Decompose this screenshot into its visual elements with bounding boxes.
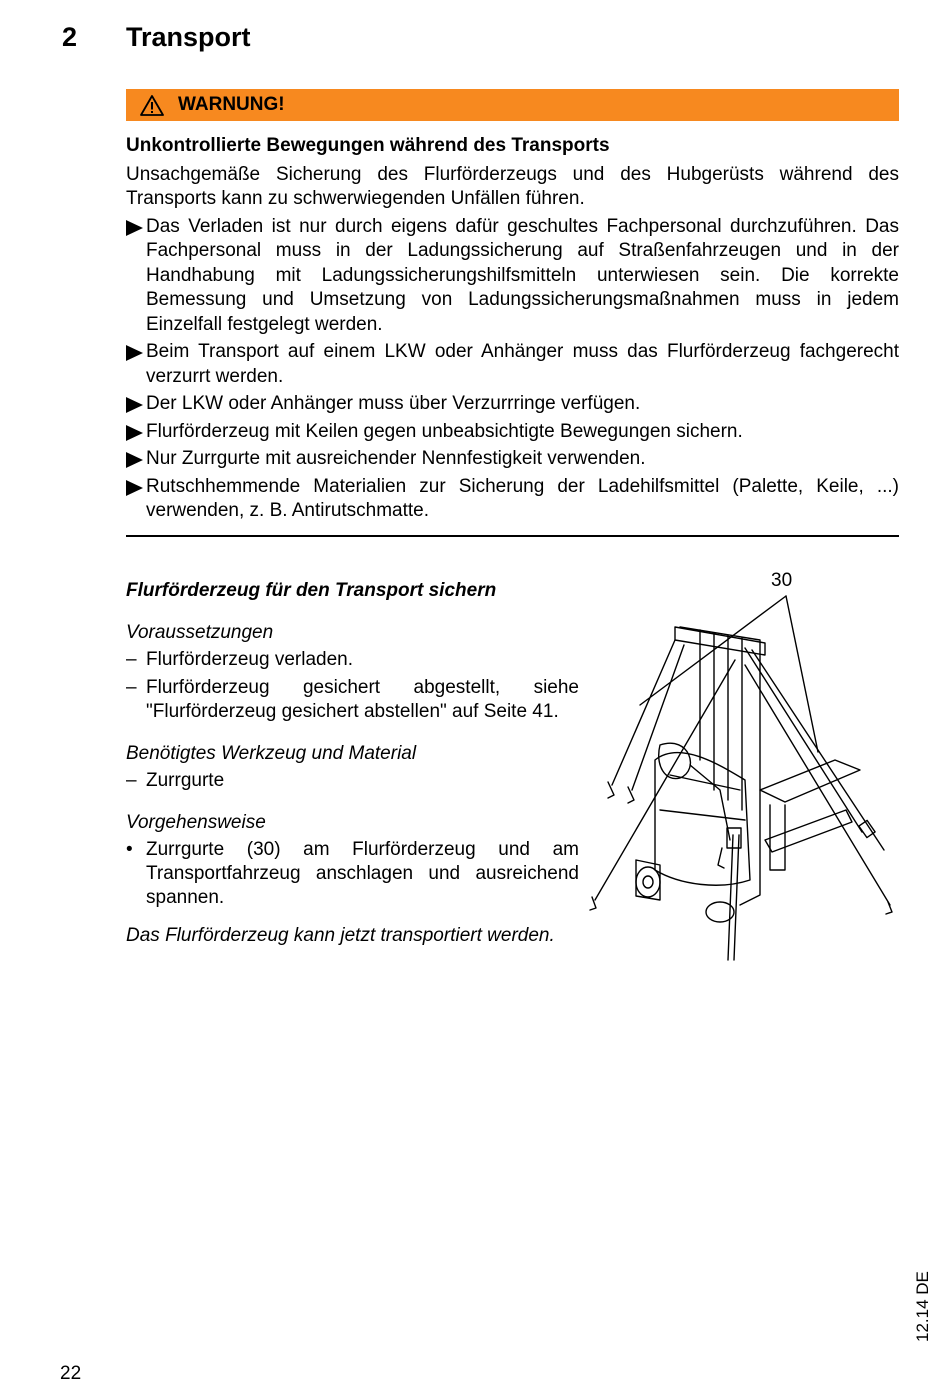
arrow-right-icon xyxy=(126,220,143,236)
arrow-right-icon xyxy=(126,425,143,441)
warning-step: Flurförderzeug mit Keilen gegen unbeabsichtigte Bewegungen sichern. xyxy=(126,420,899,445)
chapter-number: 2 xyxy=(62,22,78,52)
figure-callout: 30 xyxy=(771,570,793,591)
tool-item: – Zurrgurte xyxy=(126,770,225,791)
warning-triangle-icon xyxy=(140,95,164,116)
method-heading: Vorgehensweise xyxy=(126,812,266,833)
warning-step: Beim Transport auf einem LKW oder Anhänger muss das Flurförderzeug fachgerecht verzurrt werden. xyxy=(126,340,899,389)
warning-step: Rutschhemmende Materialien zur Sicherung der Ladehilfsmittel (Palette, Keile, ...) verwenden, z. B. Antirutschmatte. xyxy=(126,475,899,524)
pallet-stacker-lashing-illustration xyxy=(586,566,900,966)
chapter-title: Transport xyxy=(126,22,251,52)
prerequisites-heading: Voraussetzungen xyxy=(126,622,274,643)
warning-bar xyxy=(126,89,899,121)
arrow-right-icon xyxy=(126,480,143,496)
method-step: • Zurrgurte (30) am Flurförderzeug und am Transportfahrzeug anschlagen und ausreichend spannen. xyxy=(126,839,579,908)
warning-step: Das Verladen ist nur durch eigens dafür geschultes Fachpersonal durchzuführen. Das Fachpersonal muss in der Ladungssicherung auf Straßenfahrzeugen und in der Handhabung mit Ladungssicherungshilfsmitteln unterwiesen sein. Die korrekte Bemessung und Umsetzung von Ladungssicherungsmaßnahmen muss in jedem Einzelfall festgelegt werden. xyxy=(126,215,899,338)
warning-block xyxy=(126,134,899,527)
chapter-heading xyxy=(62,22,251,53)
arrow-right-icon xyxy=(126,345,143,361)
arrow-right-icon xyxy=(126,452,143,468)
page-number: 22 xyxy=(60,1363,82,1384)
document-version: 12.14 DE xyxy=(913,1271,932,1342)
prerequisite-item: – Flurförderzeug gesichert abgestellt, siehe "Flurförderzeug gesichert abstellen" auf Seite 41. xyxy=(126,677,579,722)
section-divider xyxy=(126,535,899,537)
procedure-section xyxy=(126,579,579,948)
tools-heading: Benötigtes Werkzeug und Material xyxy=(126,743,417,764)
arrow-right-icon xyxy=(126,397,143,413)
warning-title: Unkontrollierte Bewegungen während des Transports xyxy=(126,135,610,156)
procedure-title: Flurförderzeug für den Transport sichern xyxy=(126,580,497,601)
warning-step: Nur Zurrgurte mit ausreichender Nennfestigkeit verwenden. xyxy=(126,447,899,472)
warning-intro: Unsachgemäße Sicherung des Flurförderzeugs und des Hubgerüsts während des Transports kann zu schwerwiegenden Unfällen führen. xyxy=(126,163,899,209)
procedure-result: Das Flurförderzeug kann jetzt transportiert werden. xyxy=(126,925,555,946)
warning-label: WARNUNG! xyxy=(178,94,285,115)
prerequisite-item: – Flurförderzeug verladen. xyxy=(126,649,353,670)
warning-step: Der LKW oder Anhänger muss über Verzurrringe verfügen. xyxy=(126,392,899,417)
